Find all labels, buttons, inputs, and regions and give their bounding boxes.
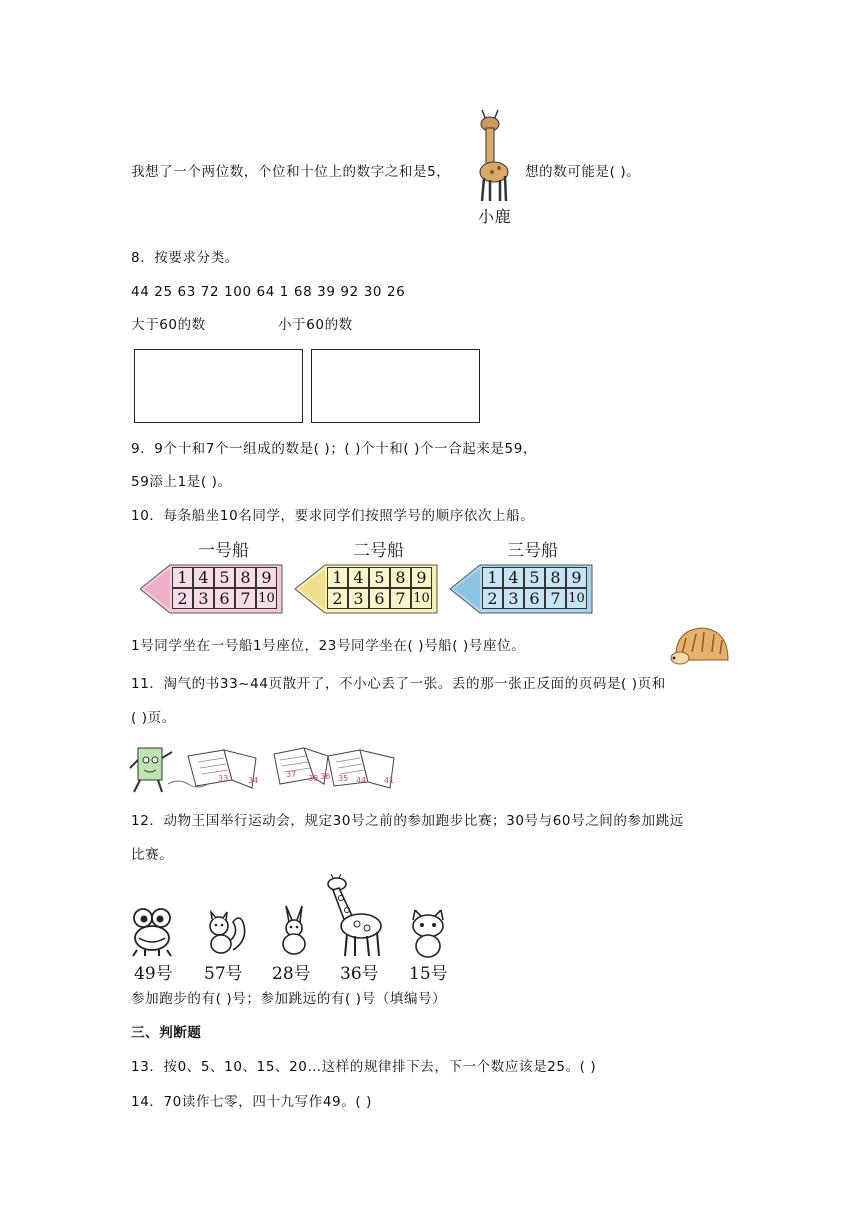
q8-numbers: 44 25 63 72 100 64 1 68 39 92 30 26 xyxy=(131,284,406,300)
seat-cell: 9 xyxy=(566,567,587,588)
seat-cell: 5 xyxy=(369,567,390,588)
page-number-mark: 35 xyxy=(338,774,349,783)
seat-cell: 9 xyxy=(411,567,432,588)
q11-line2: ( )页。 xyxy=(131,710,176,726)
seat-cell: 6 xyxy=(214,588,235,609)
label-less-than-60: 小于60的数 xyxy=(278,317,353,333)
seat-cell: 4 xyxy=(193,567,214,588)
seat-cell: 7 xyxy=(545,588,566,609)
cat-number: 15号 xyxy=(409,964,448,984)
page-number-mark: 37 xyxy=(286,770,297,779)
boat-3-title: 三号船 xyxy=(507,541,558,561)
cat-icon xyxy=(407,910,449,958)
giraffe-icon xyxy=(325,874,383,958)
q8-title: 8．按要求分类。 xyxy=(131,250,239,266)
seat-cell: 2 xyxy=(172,588,193,609)
q12-line1: 12．动物王国举行运动会，规定30号之前的参加跑步比赛；30号与60号之间的参加跳远 xyxy=(131,813,684,829)
label-greater-than-60: 大于60的数 xyxy=(131,317,206,333)
seat-cell: 1 xyxy=(482,567,503,588)
q13-text: 13．按0、5、10、15、20…这样的规律排下去，下一个数应该是25。( ) xyxy=(131,1059,597,1075)
squirrel-number: 57号 xyxy=(204,964,243,984)
page-number-mark: 44 xyxy=(356,776,367,785)
seat-cell: 8 xyxy=(390,567,411,588)
squirrel-icon xyxy=(205,910,249,956)
answer-box-greater[interactable] xyxy=(134,349,303,423)
seat-cell: 7 xyxy=(235,588,256,609)
deer-label: 小鹿 xyxy=(478,207,512,226)
q9-line1: 9．9个十和7个一组成的数是( )；( )个十和( )个一合起来是59， xyxy=(131,441,538,457)
seat-cell: 2 xyxy=(482,588,503,609)
seat-cell: 1 xyxy=(327,567,348,588)
page-number-mark: 41 xyxy=(384,776,395,785)
answer-box-less[interactable] xyxy=(311,349,480,423)
frog-icon xyxy=(131,906,173,958)
seat-cell: 1 xyxy=(172,567,193,588)
section-3-title: 三、判断题 xyxy=(131,1025,202,1041)
hedgehog-icon xyxy=(670,624,732,666)
seat-cell: 6 xyxy=(369,588,390,609)
seat-cell: 7 xyxy=(390,588,411,609)
q11-line1: 11．淘气的书33~44页散开了，不小心丢了一张。丢的那一张正反面的页码是( )页和 xyxy=(131,676,666,692)
seat-cell: 3 xyxy=(193,588,214,609)
seat-cell: 3 xyxy=(348,588,369,609)
seat-cell: 4 xyxy=(503,567,524,588)
seat-cell: 10 xyxy=(566,588,587,609)
q14-text: 14．70读作七零，四十九写作49。( ) xyxy=(131,1094,372,1110)
boat-1-title: 一号船 xyxy=(198,541,249,561)
seat-cell: 8 xyxy=(235,567,256,588)
q9-line2: 59添上1是( )。 xyxy=(131,474,232,490)
seat-cell: 10 xyxy=(411,588,432,609)
page-number-mark: 36 xyxy=(320,772,331,781)
frog-number: 49号 xyxy=(134,964,173,984)
page-number-mark: 38 xyxy=(308,774,319,783)
seat-cell: 4 xyxy=(348,567,369,588)
rabbit-number: 28号 xyxy=(272,964,311,984)
giraffe-icon xyxy=(472,106,522,204)
seat-cell: 3 xyxy=(503,588,524,609)
seat-cell: 9 xyxy=(256,567,277,588)
book-character-icon xyxy=(130,748,172,792)
giraffe-number: 36号 xyxy=(340,964,379,984)
boat-2-title: 二号船 xyxy=(353,541,404,561)
q7-text-right: 想的数可能是( )。 xyxy=(525,164,641,180)
seat-cell: 5 xyxy=(524,567,545,588)
seat-cell: 8 xyxy=(545,567,566,588)
page-number-mark: 33 xyxy=(218,774,229,783)
seat-cell: 6 xyxy=(524,588,545,609)
page-number-mark: 34 xyxy=(248,776,259,785)
seat-cell: 5 xyxy=(214,567,235,588)
q12-answer-line: 参加跑步的有( )号；参加跳远的有( )号（填编号） xyxy=(131,991,447,1007)
seat-cell: 2 xyxy=(327,588,348,609)
q10-question: 1号同学坐在一号船1号座位，23号同学坐在( )号船( )号座位。 xyxy=(131,638,526,654)
q7-text-left: 我想了一个两位数，个位和十位上的数字之和是5， xyxy=(131,164,451,180)
q10-title: 10．每条船坐10名同学，要求同学们按照学号的顺序依次上船。 xyxy=(131,508,535,524)
q12-line2: 比赛。 xyxy=(131,847,174,863)
seat-cell: 10 xyxy=(256,588,277,609)
rabbit-icon xyxy=(278,904,312,956)
